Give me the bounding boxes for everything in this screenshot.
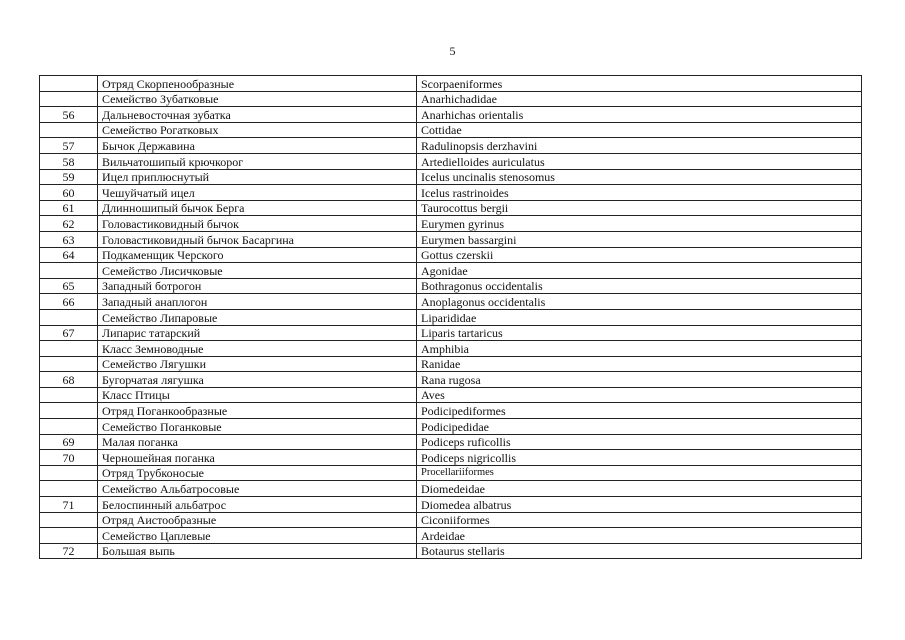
latin-name-cell: Anarhichas orientalis	[417, 107, 862, 123]
row-number-cell: 68	[40, 372, 98, 388]
russian-name-cell: Отряд Трубконосые	[98, 465, 417, 481]
table-row	[40, 247, 862, 263]
row-number-cell	[40, 341, 98, 357]
russian-name-cell: Большая выпь	[98, 543, 417, 559]
russian-name-cell: Семейство Лягушки	[98, 356, 417, 372]
table-row	[40, 169, 862, 185]
russian-name-cell: Ицел приплюснутый	[98, 169, 417, 185]
table-row	[40, 122, 862, 138]
russian-name-cell: Семейство Поганковые	[98, 419, 417, 435]
latin-name-cell: Diomedeidae	[417, 481, 862, 497]
table-row	[40, 419, 862, 435]
row-number-cell	[40, 512, 98, 528]
latin-name-cell: Amphibia	[417, 341, 862, 357]
table-row	[40, 387, 862, 403]
russian-name-cell: Семейство Зубатковые	[98, 91, 417, 107]
row-number-cell: 66	[40, 294, 98, 310]
table-row	[40, 481, 862, 497]
table-row	[40, 76, 862, 92]
row-number-cell	[40, 528, 98, 544]
russian-name-cell: Бугорчатая лягушка	[98, 372, 417, 388]
russian-name-cell: Головастиковидный бычок	[98, 216, 417, 232]
table-row	[40, 185, 862, 201]
latin-name-cell: Taurocottus bergii	[417, 200, 862, 216]
table-row	[40, 512, 862, 528]
table-row	[40, 543, 862, 559]
table-row	[40, 231, 862, 247]
latin-name-cell: Icelus uncinalis stenosomus	[417, 169, 862, 185]
row-number-cell	[40, 263, 98, 279]
table-row	[40, 107, 862, 123]
russian-name-cell: Головастиковидный бычок Басаргина	[98, 231, 417, 247]
russian-name-cell: Вильчатошипый крючкорог	[98, 153, 417, 169]
row-number-cell: 57	[40, 138, 98, 154]
row-number-cell: 63	[40, 231, 98, 247]
table-row	[40, 294, 862, 310]
row-number-cell: 72	[40, 543, 98, 559]
russian-name-cell: Белоспинный альбатрос	[98, 497, 417, 513]
row-number-cell: 58	[40, 153, 98, 169]
row-number-cell: 71	[40, 497, 98, 513]
russian-name-cell: Подкаменщик Черского	[98, 247, 417, 263]
latin-name-cell: Podiceps ruficollis	[417, 434, 862, 450]
latin-name-cell: Procellariiformes	[417, 465, 862, 481]
latin-name-cell: Agonidae	[417, 263, 862, 279]
row-number-cell	[40, 419, 98, 435]
row-number-cell: 56	[40, 107, 98, 123]
russian-name-cell: Семейство Липаровые	[98, 309, 417, 325]
russian-name-cell: Западный ботрогон	[98, 278, 417, 294]
table-row	[40, 450, 862, 466]
latin-name-cell: Ciconiiformes	[417, 512, 862, 528]
table-row	[40, 200, 862, 216]
table-row	[40, 403, 862, 419]
latin-name-cell: Rana rugosa	[417, 372, 862, 388]
russian-name-cell: Класс Земноводные	[98, 341, 417, 357]
russian-name-cell: Отряд Скорпенообразные	[98, 76, 417, 92]
latin-name-cell: Gottus czerskii	[417, 247, 862, 263]
russian-name-cell: Класс Птицы	[98, 387, 417, 403]
table-row	[40, 434, 862, 450]
russian-name-cell: Отряд Аистообразные	[98, 512, 417, 528]
russian-name-cell: Бычок Державина	[98, 138, 417, 154]
russian-name-cell: Дальневосточная зубатка	[98, 107, 417, 123]
latin-name-cell: Podicipediformes	[417, 403, 862, 419]
latin-name-cell: Scorpaeniformes	[417, 76, 862, 92]
row-number-cell: 67	[40, 325, 98, 341]
table-row	[40, 341, 862, 357]
row-number-cell	[40, 465, 98, 481]
table-row	[40, 91, 862, 107]
row-number-cell: 65	[40, 278, 98, 294]
row-number-cell: 64	[40, 247, 98, 263]
row-number-cell	[40, 309, 98, 325]
latin-name-cell: Aves	[417, 387, 862, 403]
latin-name-cell: Ranidae	[417, 356, 862, 372]
russian-name-cell: Длинношипый бычок Берга	[98, 200, 417, 216]
latin-name-cell: Liparis tartaricus	[417, 325, 862, 341]
russian-name-cell: Семейство Рогатковых	[98, 122, 417, 138]
row-number-cell	[40, 356, 98, 372]
latin-name-cell: Artedielloides auriculatus	[417, 153, 862, 169]
latin-name-cell: Anoplagonus occidentalis	[417, 294, 862, 310]
latin-name-cell: Diomedea albatrus	[417, 497, 862, 513]
russian-name-cell: Западный анаплогон	[98, 294, 417, 310]
row-number-cell	[40, 481, 98, 497]
table-row	[40, 138, 862, 154]
latin-name-cell: Anarhichadidae	[417, 91, 862, 107]
russian-name-cell: Семейство Цаплевые	[98, 528, 417, 544]
table-row	[40, 356, 862, 372]
row-number-cell: 62	[40, 216, 98, 232]
table-row	[40, 278, 862, 294]
row-number-cell	[40, 91, 98, 107]
russian-name-cell: Отряд Поганкообразные	[98, 403, 417, 419]
table-row	[40, 263, 862, 279]
latin-name-cell: Botaurus stellaris	[417, 543, 862, 559]
page-number: 5	[449, 44, 456, 58]
row-number-cell: 61	[40, 200, 98, 216]
russian-name-cell: Чешуйчатый ицел	[98, 185, 417, 201]
russian-name-cell: Семейство Лисичковые	[98, 263, 417, 279]
table-row	[40, 528, 862, 544]
table-row	[40, 497, 862, 513]
row-number-cell	[40, 122, 98, 138]
row-number-cell	[40, 76, 98, 92]
row-number-cell: 69	[40, 434, 98, 450]
table-row	[40, 372, 862, 388]
latin-name-cell: Bothragonus occidentalis	[417, 278, 862, 294]
row-number-cell: 60	[40, 185, 98, 201]
row-number-cell	[40, 403, 98, 419]
latin-name-cell: Radulinopsis derzhavini	[417, 138, 862, 154]
table-row	[40, 216, 862, 232]
table-row	[40, 309, 862, 325]
latin-name-cell: Icelus rastrinoides	[417, 185, 862, 201]
table-row	[40, 153, 862, 169]
row-number-cell	[40, 387, 98, 403]
table-row	[40, 325, 862, 341]
species-table-body	[40, 76, 862, 559]
latin-name-cell: Cottidae	[417, 122, 862, 138]
latin-name-cell: Ardeidae	[417, 528, 862, 544]
species-table	[39, 75, 862, 559]
latin-name-cell: Eurymen gyrinus	[417, 216, 862, 232]
russian-name-cell: Липарис татарский	[98, 325, 417, 341]
russian-name-cell: Малая поганка	[98, 434, 417, 450]
russian-name-cell: Семейство Альбатросовые	[98, 481, 417, 497]
row-number-cell: 70	[40, 450, 98, 466]
latin-name-cell: Liparididae	[417, 309, 862, 325]
latin-name-cell: Podicipedidae	[417, 419, 862, 435]
latin-name-cell: Eurymen bassargini	[417, 231, 862, 247]
row-number-cell: 59	[40, 169, 98, 185]
table-row	[40, 465, 862, 481]
latin-name-cell: Podiceps nigricollis	[417, 450, 862, 466]
russian-name-cell: Черношейная поганка	[98, 450, 417, 466]
